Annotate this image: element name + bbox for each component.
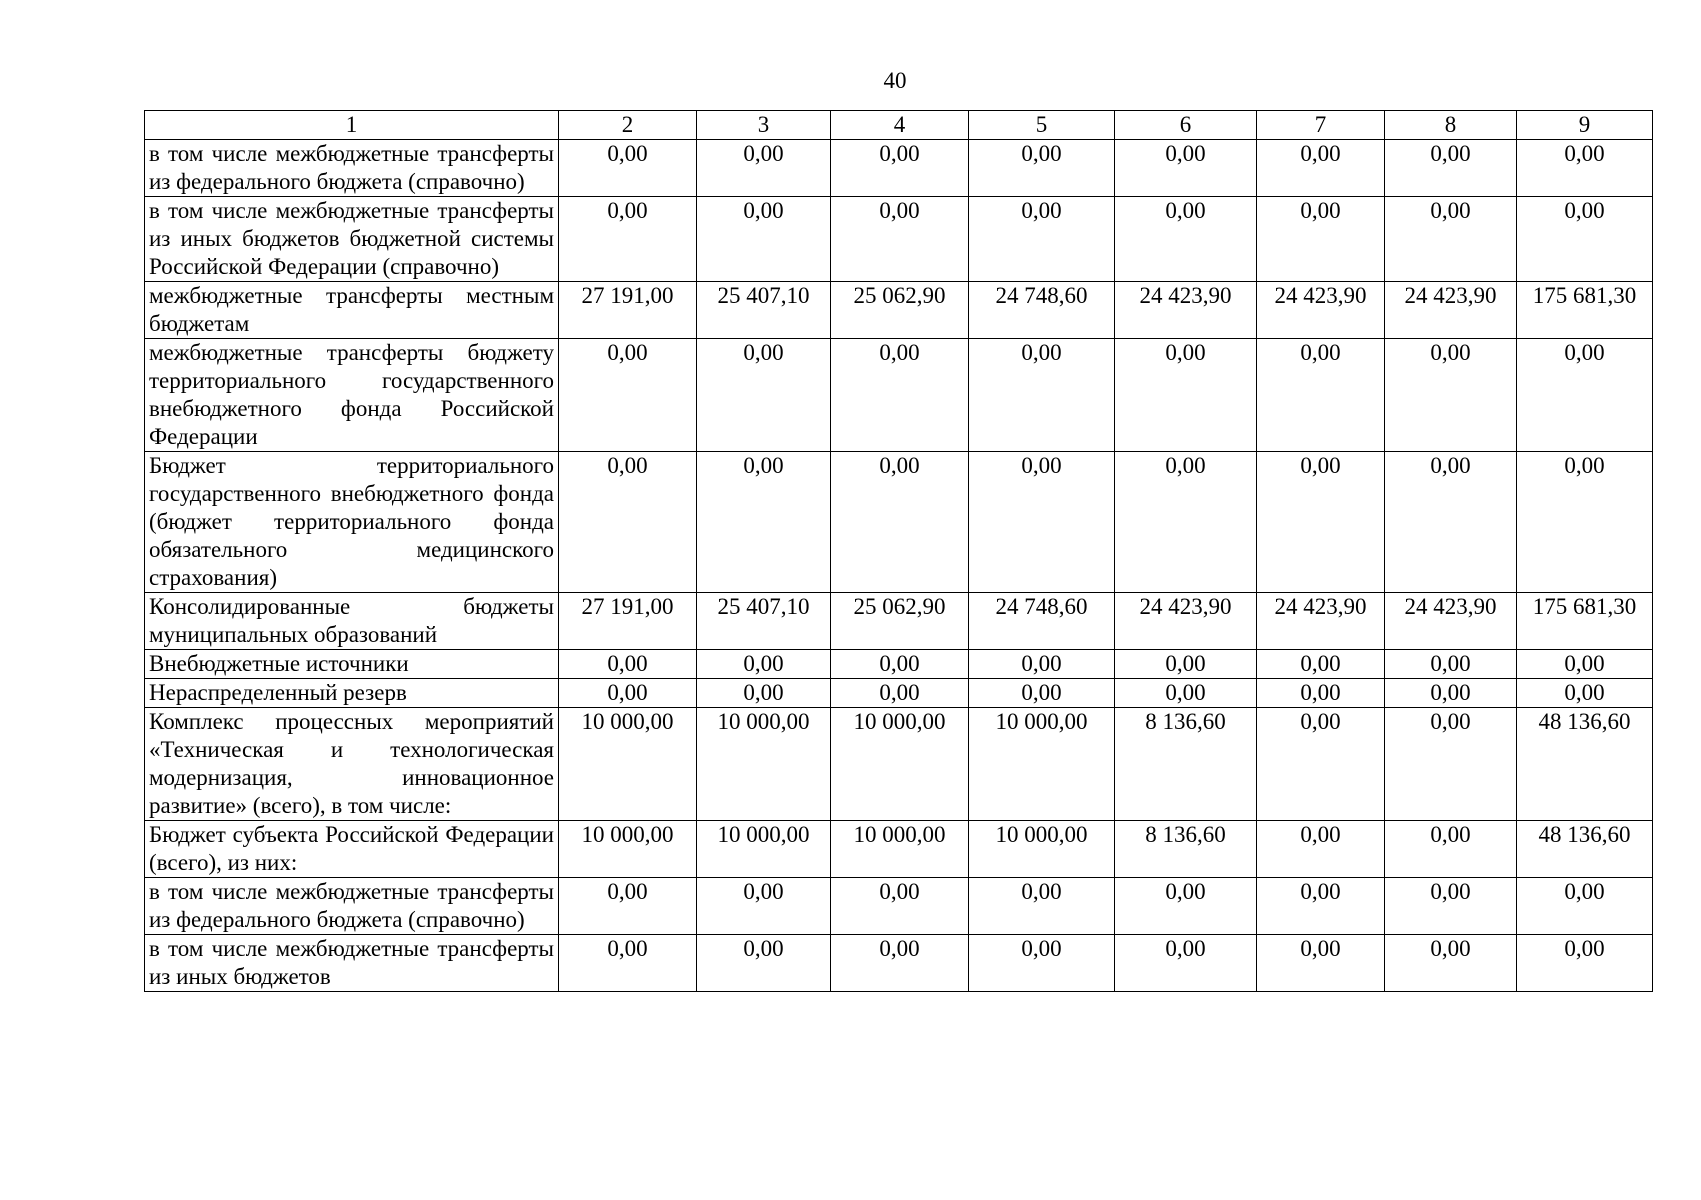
value-cell: 0,00 [1385,197,1517,282]
value-cell: 25 062,90 [831,282,969,339]
row-label: Комплекс процессных мероприятий «Техническая и технологическая модернизация, инновационное развитие» (всего), в том числе: [145,708,559,821]
value-cell: 0,00 [831,935,969,992]
value-cell: 0,00 [1385,878,1517,935]
column-header: 5 [969,111,1115,140]
value-cell: 0,00 [1517,339,1653,452]
value-cell: 0,00 [969,679,1115,708]
value-cell: 10 000,00 [969,821,1115,878]
value-cell: 24 748,60 [969,593,1115,650]
value-cell: 0,00 [1517,650,1653,679]
value-cell: 0,00 [697,650,831,679]
value-cell: 0,00 [1257,197,1385,282]
table-row [145,282,1653,339]
value-cell: 0,00 [969,339,1115,452]
value-cell: 0,00 [969,935,1115,992]
column-header: 9 [1517,111,1653,140]
row-label: в том числе межбюджетные трансферты из иных бюджетов бюджетной системы Российской Федерации (справочно) [145,197,559,282]
value-cell: 0,00 [1517,197,1653,282]
column-header: 4 [831,111,969,140]
value-cell: 0,00 [831,197,969,282]
value-cell: 27 191,00 [559,593,697,650]
table-row [145,821,1653,878]
value-cell: 0,00 [697,935,831,992]
value-cell: 10 000,00 [831,821,969,878]
value-cell: 0,00 [969,452,1115,593]
value-cell: 0,00 [1385,679,1517,708]
table-row [145,679,1653,708]
row-label: межбюджетные трансферты бюджету территориального государственного внебюджетного фонда Российской Федерации [145,339,559,452]
table-row [145,708,1653,821]
value-cell: 0,00 [1517,679,1653,708]
value-cell: 24 423,90 [1385,282,1517,339]
value-cell: 24 423,90 [1115,593,1257,650]
row-label: Консолидированные бюджеты муниципальных образований [145,593,559,650]
value-cell: 48 136,60 [1517,821,1653,878]
column-header: 3 [697,111,831,140]
value-cell: 0,00 [697,339,831,452]
value-cell: 0,00 [559,339,697,452]
value-cell: 25 407,10 [697,593,831,650]
row-label: в том числе межбюджетные трансферты из иных бюджетов [145,935,559,992]
value-cell: 0,00 [559,679,697,708]
value-cell: 0,00 [697,140,831,197]
value-cell: 0,00 [1385,935,1517,992]
value-cell: 8 136,60 [1115,708,1257,821]
value-cell: 0,00 [1257,878,1385,935]
table-row [145,935,1653,992]
value-cell: 0,00 [559,140,697,197]
value-cell: 0,00 [831,878,969,935]
value-cell: 0,00 [697,679,831,708]
value-cell: 0,00 [1257,140,1385,197]
value-cell: 0,00 [1517,878,1653,935]
value-cell: 8 136,60 [1115,821,1257,878]
value-cell: 0,00 [1115,935,1257,992]
value-cell: 0,00 [1385,140,1517,197]
value-cell: 10 000,00 [697,821,831,878]
value-cell: 0,00 [1517,140,1653,197]
value-cell: 0,00 [1257,650,1385,679]
value-cell: 0,00 [1115,197,1257,282]
value-cell: 10 000,00 [559,821,697,878]
column-header: 7 [1257,111,1385,140]
value-cell: 0,00 [1517,452,1653,593]
value-cell: 0,00 [559,197,697,282]
value-cell: 0,00 [969,140,1115,197]
value-cell: 0,00 [1257,821,1385,878]
value-cell: 0,00 [559,935,697,992]
value-cell: 0,00 [1257,679,1385,708]
value-cell: 0,00 [1385,339,1517,452]
value-cell: 0,00 [1115,878,1257,935]
value-cell: 0,00 [1115,650,1257,679]
value-cell: 0,00 [831,339,969,452]
value-cell: 0,00 [1257,708,1385,821]
value-cell: 10 000,00 [697,708,831,821]
value-cell: 10 000,00 [559,708,697,821]
value-cell: 25 407,10 [697,282,831,339]
budget-table [144,110,1653,992]
value-cell: 0,00 [1115,679,1257,708]
value-cell: 48 136,60 [1517,708,1653,821]
row-label: Бюджет субъекта Российской Федерации (всего), из них: [145,821,559,878]
table-row [145,452,1653,593]
value-cell: 0,00 [831,140,969,197]
column-header: 8 [1385,111,1517,140]
column-header: 6 [1115,111,1257,140]
value-cell: 0,00 [1115,452,1257,593]
value-cell: 175 681,30 [1517,282,1653,339]
value-cell: 24 748,60 [969,282,1115,339]
value-cell: 0,00 [697,452,831,593]
value-cell: 25 062,90 [831,593,969,650]
value-cell: 0,00 [1385,821,1517,878]
value-cell: 0,00 [559,452,697,593]
table-body [145,140,1653,992]
value-cell: 0,00 [831,452,969,593]
column-header: 2 [559,111,697,140]
table-row [145,197,1653,282]
value-cell: 0,00 [1115,339,1257,452]
value-cell: 0,00 [1385,650,1517,679]
value-cell: 0,00 [559,650,697,679]
value-cell: 0,00 [1517,935,1653,992]
value-cell: 0,00 [1257,452,1385,593]
table-row [145,650,1653,679]
value-cell: 0,00 [1385,452,1517,593]
value-cell: 0,00 [831,679,969,708]
row-label: Нераспределенный резерв [145,679,559,708]
value-cell: 10 000,00 [969,708,1115,821]
value-cell: 0,00 [969,650,1115,679]
row-label: в том числе межбюджетные трансферты из федерального бюджета (справочно) [145,878,559,935]
row-label: в том числе межбюджетные трансферты из федерального бюджета (справочно) [145,140,559,197]
value-cell: 0,00 [969,197,1115,282]
row-label: межбюджетные трансферты местным бюджетам [145,282,559,339]
value-cell: 10 000,00 [831,708,969,821]
value-cell: 0,00 [559,878,697,935]
value-cell: 0,00 [1115,140,1257,197]
table-row [145,339,1653,452]
value-cell: 0,00 [1257,935,1385,992]
value-cell: 24 423,90 [1115,282,1257,339]
value-cell: 24 423,90 [1257,593,1385,650]
value-cell: 0,00 [697,878,831,935]
value-cell: 0,00 [969,878,1115,935]
table-row [145,593,1653,650]
row-label: Внебюджетные источники [145,650,559,679]
table-row [145,878,1653,935]
value-cell: 175 681,30 [1517,593,1653,650]
value-cell: 0,00 [1385,708,1517,821]
value-cell: 0,00 [831,650,969,679]
value-cell: 24 423,90 [1257,282,1385,339]
value-cell: 24 423,90 [1385,593,1517,650]
column-number-row [145,111,1653,140]
value-cell: 27 191,00 [559,282,697,339]
value-cell: 0,00 [697,197,831,282]
value-cell: 0,00 [1257,339,1385,452]
row-label: Бюджет территориального государственного внебюджетного фонда (бюджет территориального фонда обязательного медицинского страхования) [145,452,559,593]
table-row [145,140,1653,197]
page-number: 40 [883,68,907,93]
column-header: 1 [145,111,559,140]
